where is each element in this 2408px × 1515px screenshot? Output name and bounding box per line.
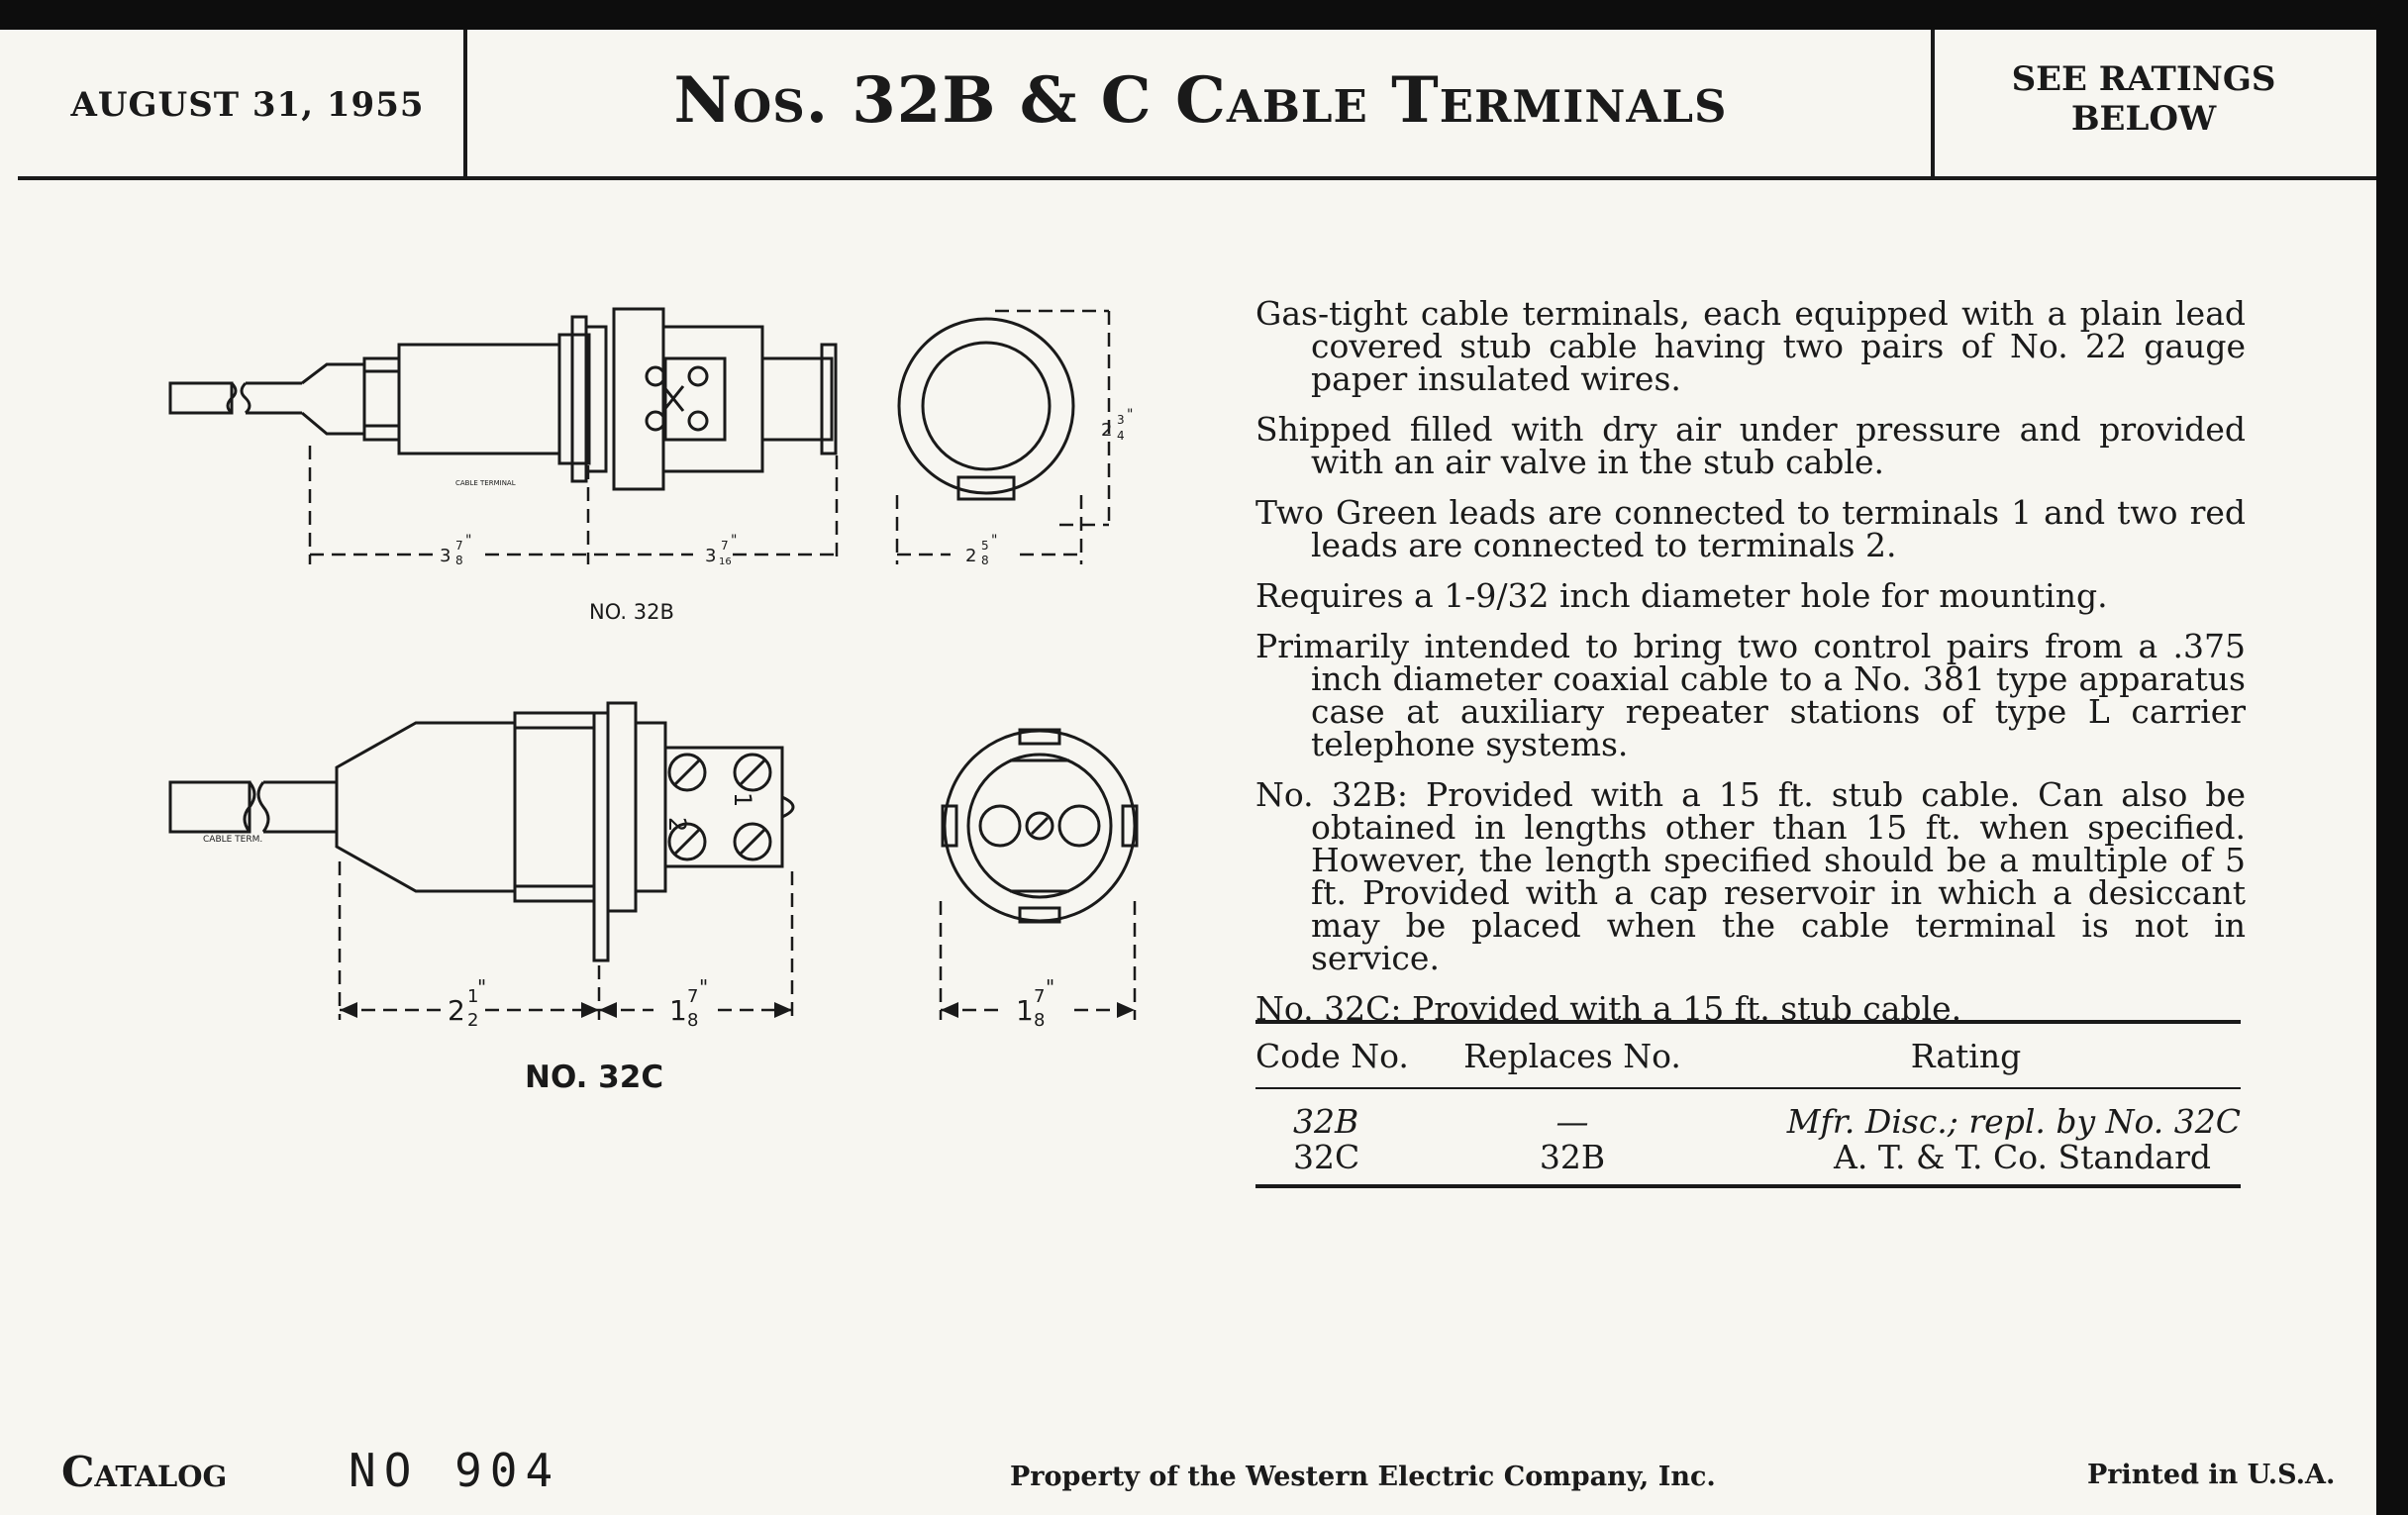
- dim-32b-height-inch: ": [1127, 407, 1134, 423]
- table-row: [1255, 1103, 2241, 1139]
- drawing-32b-end-view: [899, 319, 1073, 499]
- dim-32b-height-den: 4: [1117, 429, 1125, 443]
- dim-32b-right-inch: ": [731, 533, 738, 549]
- dim-32b-right-whole: 3: [705, 546, 717, 566]
- ratings-table: [1255, 1020, 2241, 1188]
- drawing-32c-small-label: CABLE TERM.: [203, 835, 263, 845]
- terminal-1-label: 1: [729, 792, 756, 808]
- ratings-note-line2: BELOW: [2070, 99, 2217, 139]
- page-title: Nos. 32B & C Cable Terminals: [673, 63, 1728, 138]
- description-paragraph: Primarily intended to bring two control pairs from a .375 inch diameter coaxial cable to a No. 381 type apparatus case at auxiliary repeater stations of type L carrier telephone systems.: [1255, 627, 2246, 763]
- table-row: [1255, 1139, 2241, 1174]
- drawing-32c-caption: NO. 32C: [525, 1060, 664, 1095]
- ratings-note: [1936, 59, 2352, 139]
- property-notice: Property of the Western Electric Company, Inc.: [1010, 1462, 1716, 1492]
- ratings-note-line1: SEE RATINGS: [2011, 59, 2276, 99]
- dim-32b-right-den: 16: [719, 556, 732, 567]
- dim-32b-end-whole: 2: [965, 546, 977, 566]
- dim-32c-right-whole: 1: [669, 994, 687, 1027]
- drawing-32b-side-view: [170, 309, 836, 489]
- drawing-32b-caption: NO. 32B: [589, 600, 674, 624]
- dim-32c-end-inch: ": [1046, 975, 1055, 999]
- description-paragraph: No. 32C: Provided with a 15 ft. stub cable.: [1255, 989, 1962, 1028]
- dim-32b-left-den: 8: [455, 554, 463, 567]
- table-body: [1255, 1089, 2241, 1184]
- cell-code: 32C: [1293, 1137, 1360, 1176]
- dim-32b-left-inch: ": [465, 533, 472, 549]
- col-header-code: Code No.: [1255, 1036, 1409, 1075]
- dim-32b-height-whole: 2: [1101, 420, 1113, 441]
- catalog-card: [0, 30, 2376, 1515]
- dim-32b-end-inch: ": [991, 533, 998, 549]
- cell-replaces: 32B: [1539, 1137, 1606, 1176]
- col-header-rating: Rating: [1910, 1036, 2022, 1075]
- description-paragraph: Shipped filled with dry air under pressure and provided with an air valve in the stub cable.: [1255, 410, 2246, 481]
- dim-32c-end-num: 7: [1034, 986, 1046, 1007]
- drawing-32c-end-view: [943, 730, 1137, 922]
- dim-32c-left-inch: ": [477, 975, 487, 999]
- description: [1255, 294, 2246, 1043]
- dim-32b-left-whole: 3: [440, 546, 452, 566]
- dim-32c-end-whole: 1: [1016, 994, 1034, 1027]
- catalog-number: NO 904: [349, 1444, 561, 1497]
- cell-rating: A. T. & T. Co. Standard: [1834, 1137, 2211, 1176]
- dim-32c-right-num: 7: [687, 986, 699, 1007]
- dim-32b-end-den: 8: [981, 554, 989, 567]
- dim-32c-right-inch: ": [699, 975, 709, 999]
- issue-date: AUGUST 31, 1955: [70, 85, 425, 125]
- header-divider-right: [1931, 30, 1935, 176]
- technical-drawings: [0, 30, 1228, 1218]
- dim-32c-left-whole: 2: [448, 994, 465, 1027]
- terminal-2-label: 2: [663, 817, 691, 833]
- drawing-32b-small-label: CABLE TERMINAL: [455, 479, 516, 487]
- dim-32b-end-num: 5: [981, 539, 989, 553]
- drawing-32c-side-view: [170, 703, 793, 960]
- dim-32b-left-num: 7: [455, 539, 463, 553]
- dim-32b-right-num: 7: [721, 539, 729, 553]
- description-paragraph: Gas-tight cable terminals, each equipped with a plain lead covered stub cable having two pairs of No. 22 gauge paper insulated wires.: [1255, 294, 2246, 398]
- description-paragraph: Two Green leads are connected to terminals 1 and two red leads are connected to terminals 2.: [1255, 493, 2246, 564]
- dim-32c-left-num: 1: [467, 986, 479, 1007]
- dim-32c-right-den: 8: [687, 1010, 699, 1031]
- description-paragraph: Requires a 1-9/32 inch diameter hole for mounting.: [1255, 576, 2108, 615]
- col-header-replaces: Replaces No.: [1463, 1036, 1681, 1075]
- table-header: [1255, 1024, 2241, 1089]
- catalog-label: Catalog: [61, 1448, 228, 1496]
- cell-rating: Mfr. Disc.; repl. by No. 32C: [1786, 1101, 2241, 1141]
- cell-code: 32B: [1293, 1101, 1359, 1141]
- dim-32c-end-den: 8: [1034, 1010, 1046, 1031]
- printed-notice: Printed in U.S.A.: [2087, 1460, 2336, 1490]
- dim-32c-left-den: 2: [467, 1010, 479, 1031]
- dim-lines-32b-end: [897, 311, 1109, 564]
- description-paragraph: No. 32B: Provided with a 15 ft. stub cable. Can also be obtained in lengths other than 15 ft. when specified. However, the length specified should be a multiple of 5 ft. Provided with a cap reservoir in which a desiccant may be placed when the cable terminal is not in service.: [1255, 775, 2246, 977]
- dim-32b-height-num: 3: [1117, 413, 1125, 427]
- cell-replaces: —: [1555, 1101, 1589, 1141]
